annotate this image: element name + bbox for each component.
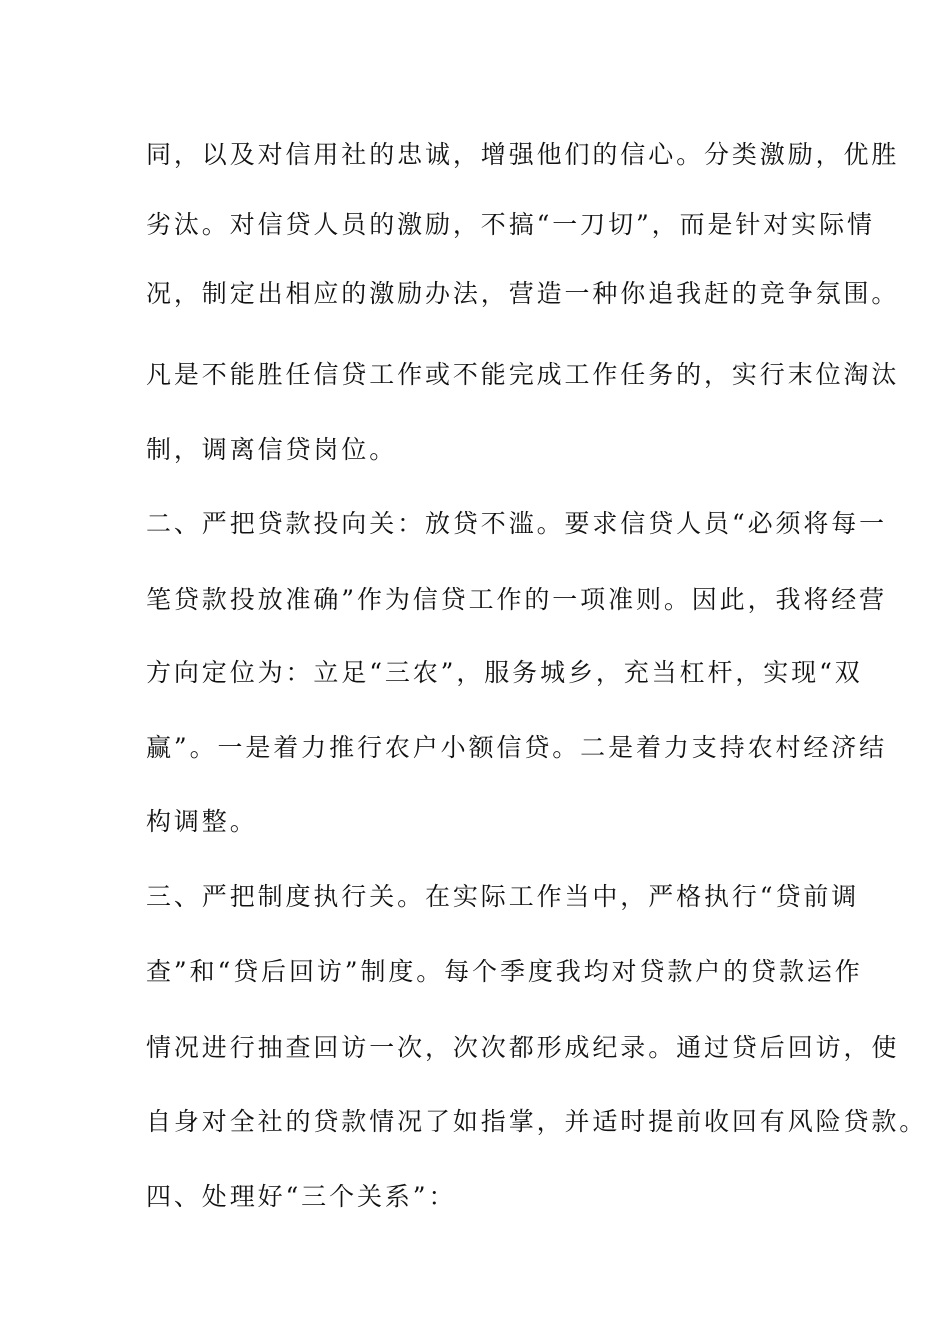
text-line: 情况进行抽查回访一次，次次都形成纪录。通过贷后回访，使 xyxy=(146,1033,900,1062)
text-line: 构调整。 xyxy=(146,807,258,836)
text-line: 三、严把制度执行关。在实际工作当中，严格执行“贷前调 xyxy=(146,882,860,911)
text-line: 劣汰。对信贷人员的激励，不搞“一刀切”，而是针对实际情 xyxy=(146,210,875,239)
text-line: 自身对全社的贷款情况了如指掌，并适时提前收回有风险贷款。 xyxy=(146,1107,928,1136)
text-line: 二、严把贷款投向关：放贷不滥。要求信贷人员“必须将每一 xyxy=(146,509,888,538)
text-line: 赢”。一是着力推行农户小额信贷。二是着力支持农村经济结 xyxy=(146,733,888,762)
text-line: 查”和“贷后回访”制度。每个季度我均对贷款户的贷款运作 xyxy=(146,957,863,986)
text-line: 况，制定出相应的激励办法，营造一种你追我赶的竞争氛围。 xyxy=(146,279,900,308)
text-line: 四、处理好“三个关系”： xyxy=(146,1182,457,1211)
text-line: 同，以及对信用社的忠诚，增强他们的信心。分类激励，优胜 xyxy=(146,140,900,169)
text-line: 制，调离信贷岗位。 xyxy=(146,435,398,464)
text-line: 方向定位为：立足“三农”，服务城乡，充当杠杆，实现“双 xyxy=(146,658,863,687)
text-line: 笔贷款投放准确”作为信贷工作的一项准则。因此，我将经营 xyxy=(146,585,888,614)
text-line: 凡是不能胜任信贷工作或不能完成工作任务的，实行末位淘汰 xyxy=(146,360,900,389)
